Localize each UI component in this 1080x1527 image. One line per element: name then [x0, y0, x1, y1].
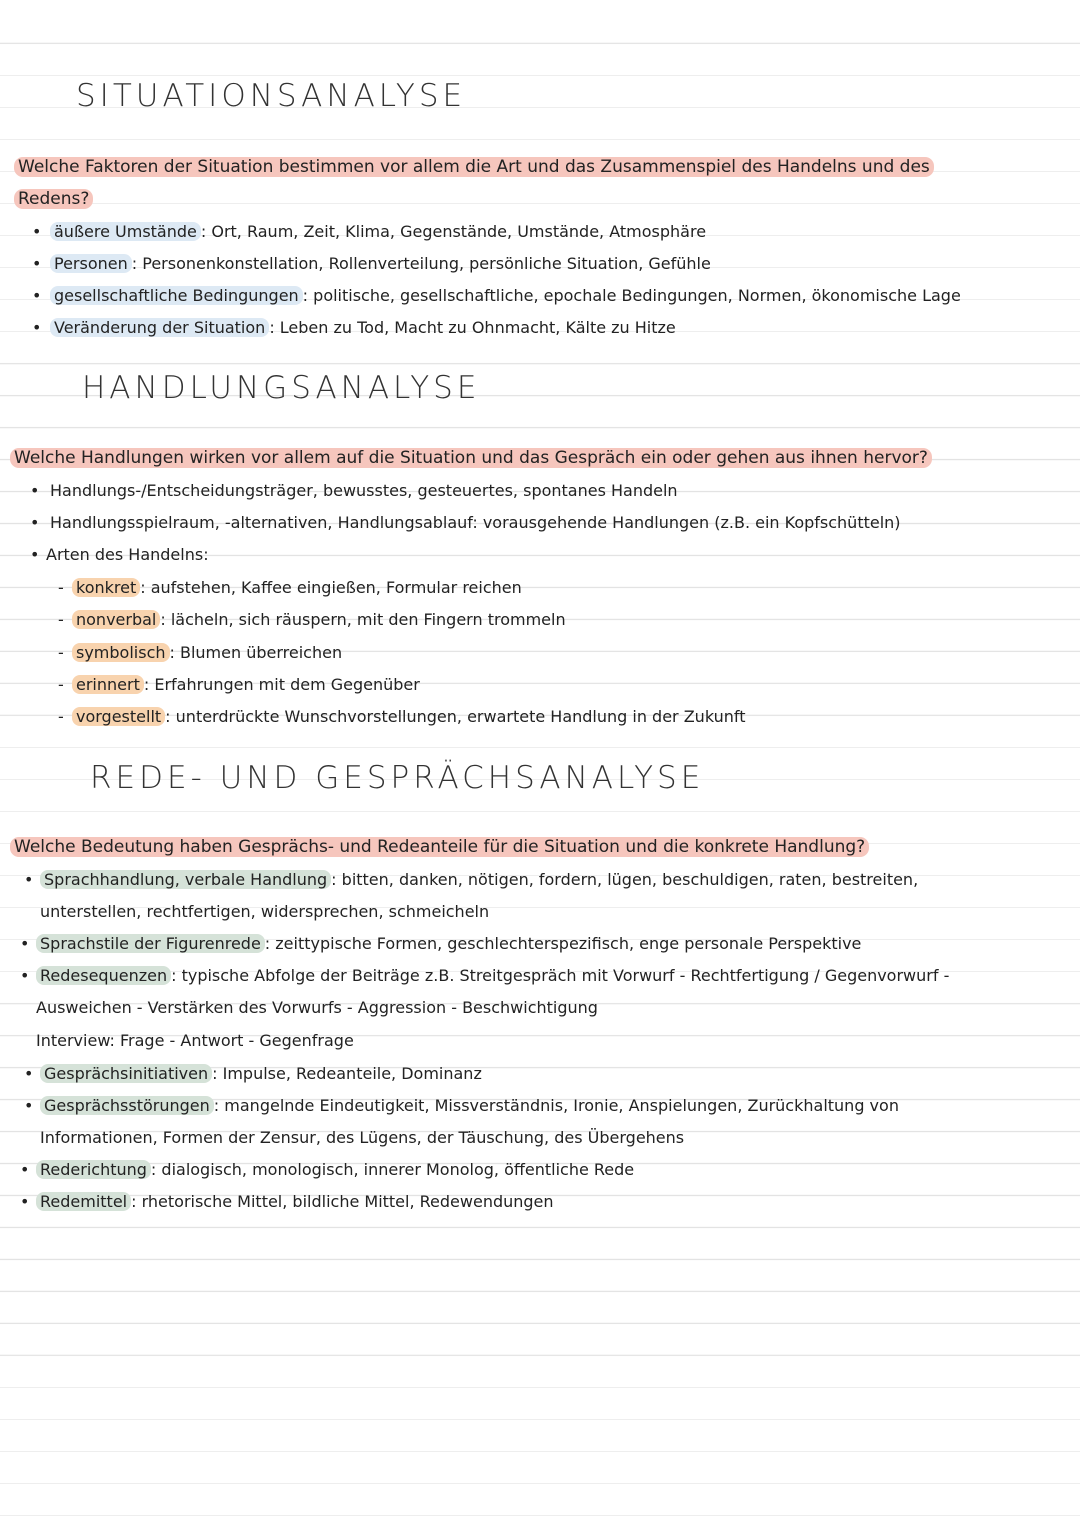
rede-item: Sprachstile der Figurenrede : zeittypische Formen, geschlechterspezifisch, enge personale Perspektive — [36, 934, 861, 954]
rede-item-label: Sprachstile der Figurenrede — [36, 934, 265, 953]
handlung-art: erinnert : Erfahrungen mit dem Gegenüber — [72, 675, 420, 695]
dash-icon: - — [58, 707, 64, 726]
rede-item-cont: Ausweichen - Verstärken des Vorwurfs - Aggression - Beschwichtigung — [36, 998, 598, 1017]
rede-item-text: mangelnde Eindeutigkeit, Missverständnis, Ironie, Anspielungen, Zurückhaltung von — [224, 1096, 899, 1115]
rede-item-label: Sprachhandlung, verbale Handlung — [40, 870, 331, 889]
handlung-art-label: erinnert — [72, 675, 144, 694]
handlung-question-text: Welche Handlungen wirken vor allem auf die Situation und das Gespräch ein oder gehen aus ihnen hervor? — [10, 448, 932, 468]
bullet-icon: • — [32, 318, 42, 337]
situation-item-text: Leben zu Tod, Macht zu Ohnmacht, Kälte zu Hitze — [279, 318, 676, 337]
situation-item-text: Ort, Raum, Zeit, Klima, Gegenstände, Umstände, Atmosphäre — [211, 222, 707, 241]
rede-item-text: typische Abfolge der Beiträge z.B. Streitgespräch mit Vorwurf - Rechtfertigung / Gegenvorwurf - — [181, 966, 950, 985]
rede-item-label: Rederichtung — [36, 1160, 151, 1179]
rede-item-label: Gesprächsinitiativen — [40, 1064, 212, 1083]
dash-icon: - — [58, 643, 64, 662]
rede-item-text: dialogisch, monologisch, innerer Monolog, öffentliche Rede — [161, 1160, 635, 1179]
rede-item: Rederichtung : dialogisch, monologisch, innerer Monolog, öffentliche Rede — [36, 1160, 634, 1180]
rede-item-cont: Informationen, Formen der Zensur, des Lügens, der Täuschung, des Übergehens — [40, 1128, 685, 1147]
rede-item-text: bitten, danken, nötigen, fordern, lügen, beschuldigen, raten, bestreiten, — [341, 870, 919, 889]
rede-question — [10, 837, 869, 857]
situation-question-cont — [14, 189, 93, 209]
situation-item-label: Personen — [50, 254, 132, 273]
bullet-icon: • — [20, 1160, 30, 1179]
handlung-art-label: konkret — [72, 578, 140, 597]
situation-item: gesellschaftliche Bedingungen : politische, gesellschaftliche, epochale Bedingungen, Normen, ökonomische Lage — [50, 286, 961, 306]
bullet-icon: • — [32, 254, 42, 273]
handlung-art: konkret : aufstehen, Kaffee eingießen, Formular reichen — [72, 578, 522, 598]
handlung-art-label: nonverbal — [72, 610, 160, 629]
dash-icon: - — [58, 578, 64, 597]
bullet-icon: • — [32, 286, 42, 305]
handlung-art: nonverbal : lächeln, sich räuspern, mit den Fingern trommeln — [72, 610, 566, 630]
bullet-icon: • — [30, 545, 40, 564]
situation-item-label: gesellschaftliche Bedingungen — [50, 286, 303, 305]
handlung-art: vorgestellt : unterdrückte Wunschvorstellungen, erwartete Handlung in der Zukunft — [72, 707, 746, 727]
bullet-icon: • — [20, 934, 30, 953]
situation-item: äußere Umstände : Ort, Raum, Zeit, Klima, Gegenstände, Umstände, Atmosphäre — [50, 222, 706, 242]
handlung-question — [10, 448, 932, 468]
bullet-icon: • — [30, 513, 40, 532]
bullet-icon: • — [20, 1192, 30, 1211]
rede-question-text: Welche Bedeutung haben Gesprächs- und Redeanteile für die Situation und die konkrete Handlung? — [10, 837, 869, 857]
situation-title: SITUATIONSANALYSE — [76, 78, 467, 114]
situation-item: Personen : Personenkonstellation, Rollenverteilung, persönliche Situation, Gefühle — [50, 254, 711, 274]
rede-item-text: rhetorische Mittel, bildliche Mittel, Redewendungen — [141, 1192, 554, 1211]
handlung-art-text: Blumen überreichen — [179, 643, 343, 662]
bullet-icon: • — [20, 966, 30, 985]
dash-icon: - — [58, 610, 64, 629]
situation-question-part1: Welche Faktoren der Situation bestimmen vor allem die Art und das Zusammenspiel des Handelns und des — [14, 157, 934, 177]
handlung-art-label: vorgestellt — [72, 707, 165, 726]
situation-item-label: Veränderung der Situation — [50, 318, 269, 337]
rede-item: Gesprächsinitiativen : Impulse, Redeanteile, Dominanz — [40, 1064, 482, 1084]
situation-item: Veränderung der Situation : Leben zu Tod, Macht zu Ohnmacht, Kälte zu Hitze — [50, 318, 676, 338]
handlung-item: Handlungsspielraum, -alternativen, Handlungsablauf: vorausgehende Handlungen (z.B. ein Kopfschütteln) — [50, 513, 901, 532]
dash-icon: - — [58, 675, 64, 694]
situation-item-text: politische, gesellschaftliche, epochale Bedingungen, Normen, ökonomische Lage — [313, 286, 961, 305]
bullet-icon: • — [30, 481, 40, 500]
rede-item: Gesprächsstörungen : mangelnde Eindeutigkeit, Missverständnis, Ironie, Anspielungen, Zurückhaltung von — [40, 1096, 899, 1116]
handlung-art-text: aufstehen, Kaffee eingießen, Formular reichen — [150, 578, 522, 597]
handlung-art-text: Erfahrungen mit dem Gegenüber — [154, 675, 420, 694]
handlung-art-label: symbolisch — [72, 643, 170, 662]
rede-item-label: Gesprächsstörungen — [40, 1096, 214, 1115]
bullet-icon: • — [24, 1064, 34, 1083]
handlung-item: Handlungs-/Entscheidungsträger, bewusstes, gesteuertes, spontanes Handeln — [50, 481, 678, 500]
rede-item-cont: Interview: Frage - Antwort - Gegenfrage — [36, 1031, 354, 1050]
handlung-art-text: lächeln, sich räuspern, mit den Fingern trommeln — [170, 610, 566, 629]
bullet-icon: • — [24, 870, 34, 889]
rede-title: REDE- UND GESPRÄCHSANALYSE — [90, 760, 705, 796]
handlung-art-text: unterdrückte Wunschvorstellungen, erwartete Handlung in der Zukunft — [175, 707, 746, 726]
situation-question-part2: Redens? — [14, 189, 93, 209]
bullet-icon: • — [32, 222, 42, 241]
rede-item-text: Impulse, Redeanteile, Dominanz — [222, 1064, 482, 1083]
bullet-icon: • — [24, 1096, 34, 1115]
situation-item-text: Personenkonstellation, Rollenverteilung, persönliche Situation, Gefühle — [142, 254, 711, 273]
rede-item: Sprachhandlung, verbale Handlung : bitten, danken, nötigen, fordern, lügen, beschuldigen, raten, bestreiten, — [40, 870, 918, 890]
rede-item-cont: unterstellen, rechtfertigen, widersprechen, schmeicheln — [40, 902, 490, 921]
handlung-title: HANDLUNGSANALYSE — [82, 370, 481, 406]
rede-item-label: Redesequenzen — [36, 966, 171, 985]
situation-question — [14, 157, 934, 177]
rede-item-text: zeittypische Formen, geschlechterspezifisch, enge personale Perspektive — [275, 934, 862, 953]
handlung-art: symbolisch : Blumen überreichen — [72, 643, 342, 663]
situation-item-label: äußere Umstände — [50, 222, 201, 241]
rede-item: Redemittel : rhetorische Mittel, bildliche Mittel, Redewendungen — [36, 1192, 554, 1212]
rede-item: Redesequenzen : typische Abfolge der Beiträge z.B. Streitgespräch mit Vorwurf - Rechtfertigung / Gegenvorwurf - — [36, 966, 949, 986]
handlung-item: Arten des Handelns: — [46, 545, 209, 564]
rede-item-label: Redemittel — [36, 1192, 131, 1211]
